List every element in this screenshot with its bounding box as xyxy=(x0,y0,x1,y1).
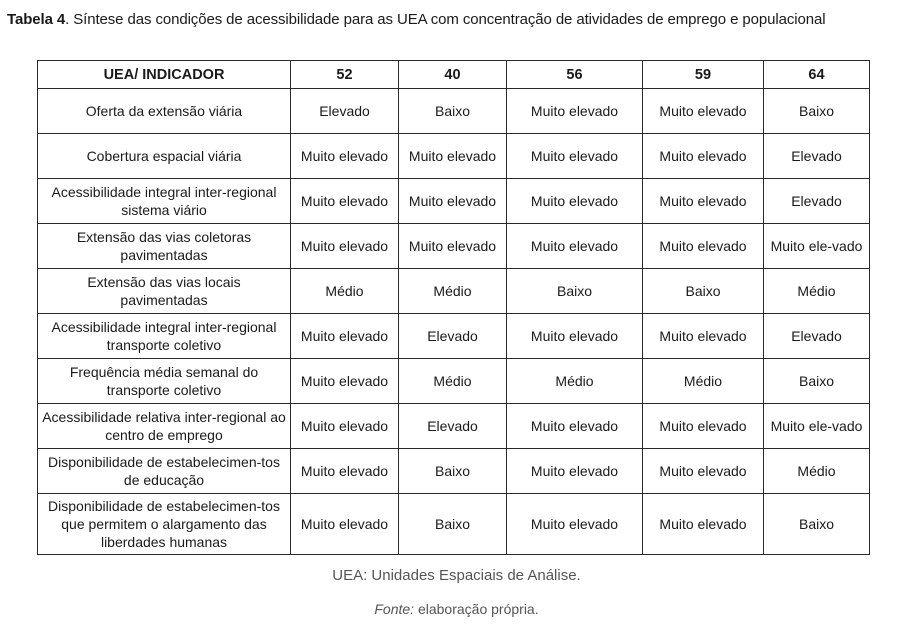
value-cell: Médio xyxy=(399,269,507,314)
table-caption xyxy=(7,11,907,28)
header-cell: UEA/ INDICADOR xyxy=(38,61,291,89)
value-cell: Médio xyxy=(507,359,643,404)
value-cell: Muito elevado xyxy=(643,179,764,224)
value-cell: Elevado xyxy=(399,314,507,359)
table-row xyxy=(38,359,870,404)
value-cell: Baixo xyxy=(764,494,870,555)
value-cell: Muito elevado xyxy=(507,224,643,269)
table-row xyxy=(38,89,870,134)
value-cell: Baixo xyxy=(399,89,507,134)
value-cell: Muito elevado xyxy=(507,314,643,359)
value-cell: Médio xyxy=(764,449,870,494)
indicator-cell: Acessibilidade relativa inter-regional ao centro de emprego xyxy=(38,404,291,449)
indicator-cell: Extensão das vias coletoras pavimentadas xyxy=(38,224,291,269)
header-cell: 59 xyxy=(643,61,764,89)
value-cell: Muito elevado xyxy=(643,314,764,359)
table-row xyxy=(38,269,870,314)
source-label: Fonte: xyxy=(374,601,415,617)
table-row xyxy=(38,449,870,494)
value-cell: Muito elevado xyxy=(643,449,764,494)
table-note: UEA: Unidades Espaciais de Análise. xyxy=(332,567,581,584)
value-cell: Muito elevado xyxy=(291,224,399,269)
indicator-cell: Oferta da extensão viária xyxy=(38,89,291,134)
summary-table xyxy=(37,60,870,555)
indicator-cell: Disponibilidade de estabelecimen-tos que permitem o alargamento das liberdades humanas xyxy=(38,494,291,555)
table-row xyxy=(38,134,870,179)
table-row xyxy=(38,179,870,224)
header-cell: 52 xyxy=(291,61,399,89)
table-row xyxy=(38,224,870,269)
value-cell: Baixo xyxy=(399,494,507,555)
header-cell: 56 xyxy=(507,61,643,89)
value-cell: Muito elevado xyxy=(291,494,399,555)
value-cell: Muito elevado xyxy=(643,224,764,269)
header-row xyxy=(38,61,870,89)
value-cell: Muito elevado xyxy=(291,179,399,224)
value-cell: Muito elevado xyxy=(507,179,643,224)
value-cell: Muito ele-vado xyxy=(764,404,870,449)
value-cell: Elevado xyxy=(764,179,870,224)
header-cell: 64 xyxy=(764,61,870,89)
value-cell: Baixo xyxy=(507,269,643,314)
source-note xyxy=(0,601,913,617)
value-cell: Médio xyxy=(764,269,870,314)
header-cell: 40 xyxy=(399,61,507,89)
table-row xyxy=(38,404,870,449)
value-cell: Muito elevado xyxy=(399,134,507,179)
value-cell: Muito elevado xyxy=(291,359,399,404)
value-cell: Muito elevado xyxy=(291,404,399,449)
value-cell: Elevado xyxy=(399,404,507,449)
value-cell: Muito elevado xyxy=(291,449,399,494)
value-cell: Médio xyxy=(643,359,764,404)
value-cell: Baixo xyxy=(643,269,764,314)
value-cell: Muito elevado xyxy=(507,89,643,134)
value-cell: Muito elevado xyxy=(643,404,764,449)
value-cell: Muito elevado xyxy=(507,449,643,494)
indicator-cell: Disponibilidade de estabelecimen-tos de educação xyxy=(38,449,291,494)
caption-text: . Síntese das condições de acessibilidade para as UEA com concentração de atividades de emprego e populacional xyxy=(65,11,826,28)
value-cell: Baixo xyxy=(764,359,870,404)
value-cell: Muito elevado xyxy=(507,134,643,179)
value-cell: Médio xyxy=(291,269,399,314)
value-cell: Baixo xyxy=(764,89,870,134)
value-cell: Muito elevado xyxy=(291,314,399,359)
indicator-cell: Extensão das vias locais pavimentadas xyxy=(38,269,291,314)
value-cell: Médio xyxy=(399,359,507,404)
value-cell: Elevado xyxy=(764,134,870,179)
value-cell: Muito elevado xyxy=(643,134,764,179)
table-row xyxy=(38,494,870,555)
value-cell: Elevado xyxy=(764,314,870,359)
value-cell: Muito elevado xyxy=(291,134,399,179)
value-cell: Muito elevado xyxy=(643,89,764,134)
value-cell: Muito elevado xyxy=(399,224,507,269)
value-cell: Muito elevado xyxy=(507,404,643,449)
indicator-cell: Cobertura espacial viária xyxy=(38,134,291,179)
value-cell: Muito elevado xyxy=(643,494,764,555)
table-number: Tabela 4 xyxy=(7,11,66,28)
value-cell: Muito elevado xyxy=(507,494,643,555)
indicator-cell: Acessibilidade integral inter-regional transporte coletivo xyxy=(38,314,291,359)
value-cell: Muito ele-vado xyxy=(764,224,870,269)
indicator-cell: Acessibilidade integral inter-regional sistema viário xyxy=(38,179,291,224)
source-text: elaboração própria. xyxy=(414,601,539,617)
value-cell: Baixo xyxy=(399,449,507,494)
value-cell: Muito elevado xyxy=(399,179,507,224)
value-cell: Elevado xyxy=(291,89,399,134)
table-row xyxy=(38,314,870,359)
indicator-cell: Frequência média semanal do transporte coletivo xyxy=(38,359,291,404)
